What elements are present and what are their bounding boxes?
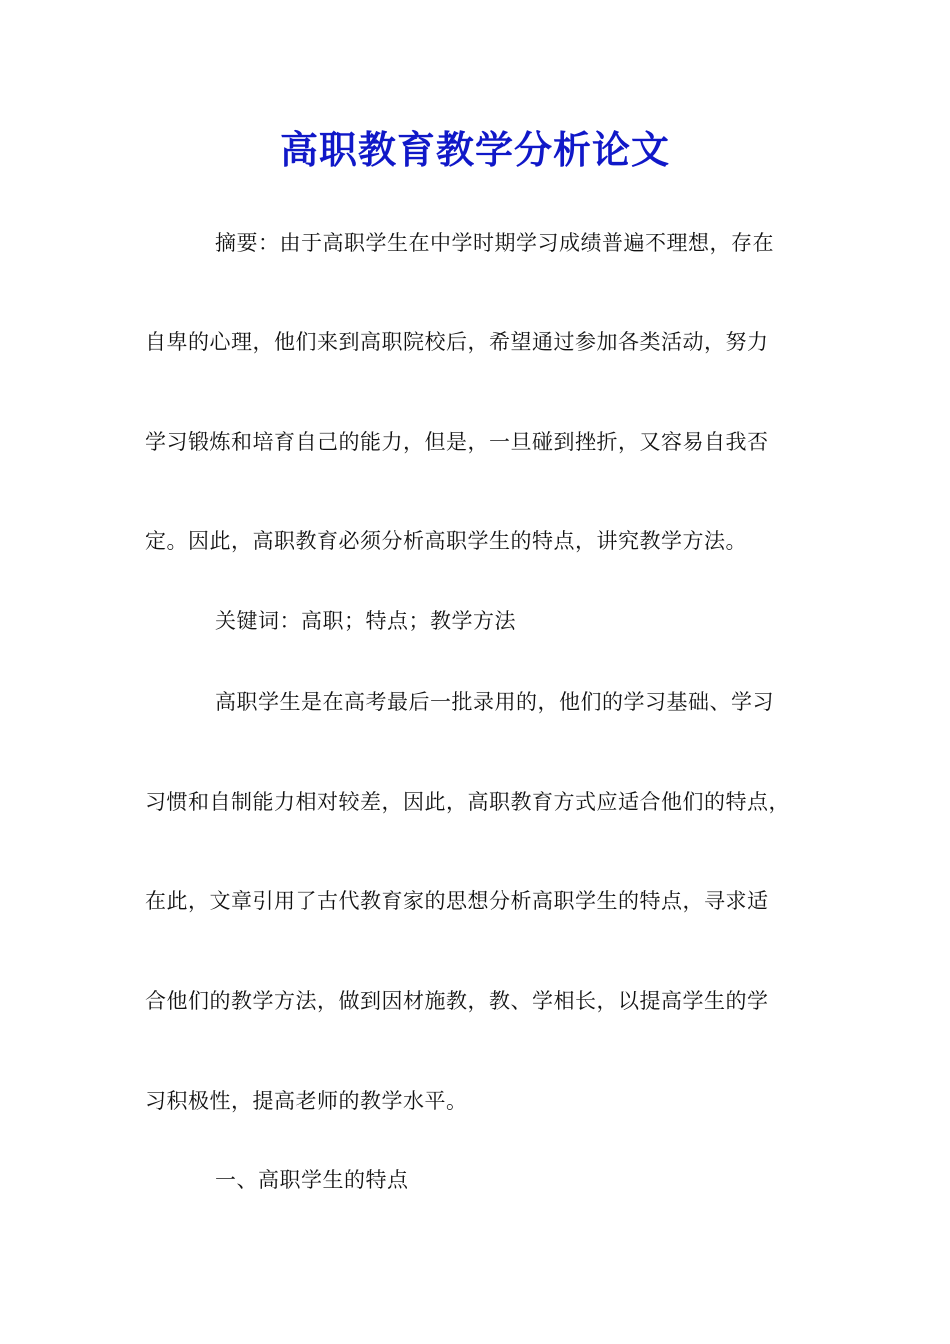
- abstract-line-3: 学习锻炼和培育自己的能力，但是，一旦碰到挫折，又容易自我否: [145, 430, 769, 454]
- abstract-line-2: 自卑的心理，他们来到高职院校后，希望通过参加各类活动，努力: [145, 330, 769, 354]
- abstract-line-1: 摘要：由于高职学生在中学时期学习成绩普遍不理想，存在: [215, 231, 774, 255]
- abstract-line-4: 定。因此，高职教育必须分析高职学生的特点，讲究教学方法。: [145, 529, 747, 553]
- body-line-4: 合他们的教学方法，做到因材施教，教、学相长，以提高学生的学: [145, 989, 769, 1013]
- body-line-3: 在此，文章引用了古代教育家的思想分析高职学生的特点，寻求适: [145, 889, 769, 913]
- keywords-line: 关键词：高职；特点；教学方法: [215, 609, 516, 633]
- body-line-1: 高职学生是在高考最后一批录用的，他们的学习基础、学习: [215, 690, 774, 714]
- document-title: 高职教育教学分析论文: [279, 127, 670, 172]
- body-line-5: 习积极性，提高老师的教学水平。: [145, 1089, 468, 1113]
- section-heading: 一、高职学生的特点: [215, 1168, 409, 1192]
- body-line-2: 习惯和自制能力相对较差，因此，高职教育方式应适合他们的特点，: [145, 790, 790, 814]
